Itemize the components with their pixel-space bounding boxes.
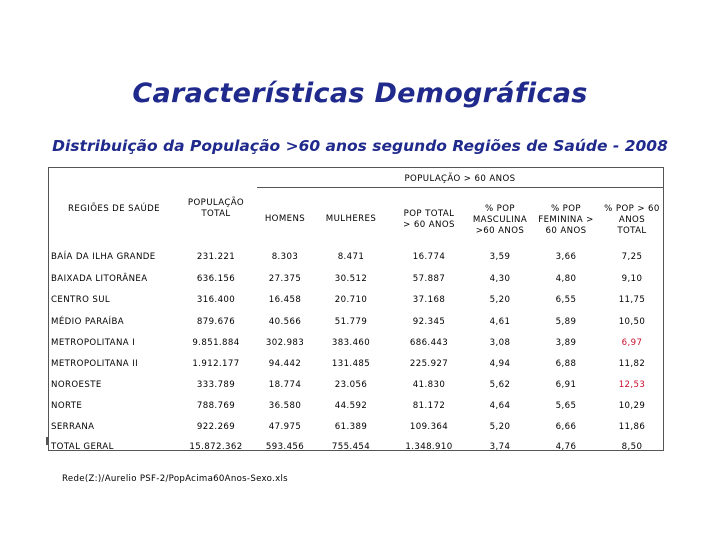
men-cell: 94.442 [268,359,302,369]
header-pct-male-line: MASCULINA [472,215,528,225]
women-cell: 8.471 [337,252,365,262]
pop-total-cell: 225.927 [409,359,449,369]
pct-male-cell: 3,74 [489,442,511,452]
page-title: Características Demográficas [132,78,588,109]
source-footnote: Rede(Z:)/Aurelio PSF-2/PopAcima60Anos-Sexo.xls [62,474,288,484]
group-header-separator [257,187,663,188]
region-name-cell: TOTAL GERAL [51,442,114,452]
region-name-cell: METROPOLITANA I [51,338,136,348]
header-pop-total-line: > 60 ANOS [403,220,455,230]
region-name-cell: METROPOLITANA II [51,359,139,369]
population-cell: 9.851.884 [192,338,240,348]
table-corner-tick [46,437,48,445]
pct-male-cell: 5,20 [489,295,511,305]
header-pct-male-line: % POP [484,204,516,214]
pct-female-cell: 3,66 [555,252,577,262]
header-pop-total [389,209,469,231]
region-name-cell: SERRANA [51,422,95,432]
region-name-cell: NOROESTE [51,380,102,390]
header-pct-male [469,204,531,237]
pct-total-cell: 6,97 [621,338,643,348]
pct-total-cell: 8,50 [621,442,643,452]
pct-total-cell: 11,82 [618,359,646,369]
men-cell: 47.975 [268,422,302,432]
header-population [175,198,257,220]
pop-total-cell: 16.774 [412,252,446,262]
region-name-cell: MÉDIO PARAÍBA [51,317,125,327]
header-pct-total-line: TOTAL [617,226,647,236]
pop-total-cell: 1.348.910 [405,442,453,452]
men-cell: 27.375 [268,274,302,284]
women-cell: 23.056 [334,380,368,390]
men-cell: 16.458 [268,295,302,305]
women-cell: 61.389 [334,422,368,432]
men-cell: 36.580 [268,401,302,411]
pct-female-cell: 6,66 [555,422,577,432]
pct-total-cell: 11,75 [618,295,646,305]
pct-female-cell: 6,88 [555,359,577,369]
men-cell: 302.983 [265,338,305,348]
header-population-line: TOTAL [201,209,231,219]
women-cell: 131.485 [331,359,371,369]
population-cell: 15.872.362 [189,442,243,452]
pct-male-cell: 4,30 [489,274,511,284]
pct-male-cell: 5,62 [489,380,511,390]
pct-female-cell: 3,89 [555,338,577,348]
pop-total-cell: 41.830 [412,380,446,390]
population-cell: 922.269 [196,422,236,432]
region-name-cell: CENTRO SUL [51,295,111,305]
pop-total-cell: 92.345 [412,317,446,327]
pop-total-cell: 37.168 [412,295,446,305]
pct-total-cell: 9,10 [621,274,643,284]
header-women: MULHERES [325,214,377,224]
pct-male-cell: 3,08 [489,338,511,348]
demographics-table [48,167,664,451]
pct-male-cell: 4,94 [489,359,511,369]
pct-male-cell: 5,20 [489,422,511,432]
women-cell: 51.779 [334,317,368,327]
pop-total-cell: 686.443 [409,338,449,348]
pct-male-cell: 3,59 [489,252,511,262]
header-pct-total-line: ANOS [618,215,646,225]
population-cell: 316.400 [196,295,236,305]
women-cell: 30.512 [334,274,368,284]
pct-female-cell: 6,55 [555,295,577,305]
men-cell: 40.566 [268,317,302,327]
header-pop-total-line: POP TOTAL [403,209,455,219]
pct-total-cell: 10,29 [618,401,646,411]
pct-total-cell: 10,50 [618,317,646,327]
region-name-cell: BAÍA DA ILHA GRANDE [51,252,156,262]
men-cell: 8.303 [271,252,299,262]
men-cell: 593.456 [265,442,305,452]
header-pct-female-line: 60 ANOS [545,226,587,236]
region-name-cell: NORTE [51,401,83,411]
pct-total-cell: 7,25 [621,252,643,262]
pop-total-cell: 81.172 [412,401,446,411]
population-cell: 231.221 [196,252,236,262]
pct-male-cell: 4,61 [489,317,511,327]
women-cell: 383.460 [331,338,371,348]
header-men: HOMENS [264,214,306,224]
population-cell: 636.156 [196,274,236,284]
pop-total-cell: 109.364 [409,422,449,432]
pct-total-cell: 11,86 [618,422,646,432]
header-pct-total-line: % POP > 60 [604,204,660,214]
pct-female-cell: 6,91 [555,380,577,390]
population-cell: 333.789 [196,380,236,390]
women-cell: 20.710 [334,295,368,305]
header-pct-female [533,204,599,237]
pop-total-cell: 57.887 [412,274,446,284]
women-cell: 755.454 [331,442,371,452]
region-name-cell: BAIXADA LITORÂNEA [51,274,148,284]
pct-male-cell: 4,64 [489,401,511,411]
pct-female-cell: 4,76 [555,442,577,452]
header-pct-total [601,204,663,237]
group-header: POPULAÇÃO > 60 ANOS [404,174,516,184]
population-cell: 1.912.177 [192,359,240,369]
population-cell: 879.676 [196,317,236,327]
header-population-line: POPULAÇÃO [187,198,245,208]
pct-female-cell: 4,80 [555,274,577,284]
pct-female-cell: 5,65 [555,401,577,411]
population-cell: 788.769 [196,401,236,411]
header-pct-female-line: FEMININA > [538,215,594,225]
men-cell: 18.774 [268,380,302,390]
header-pct-female-line: % POP [550,204,582,214]
header-region: REGIÕES DE SAÚDE [68,204,160,214]
page-subtitle: Distribuição da População >60 anos segundo Regiões de Saúde - 2008 [52,137,668,155]
pct-total-cell: 12,53 [618,380,646,390]
women-cell: 44.592 [334,401,368,411]
pct-female-cell: 5,89 [555,317,577,327]
header-pct-male-line: >60 ANOS [475,226,525,236]
